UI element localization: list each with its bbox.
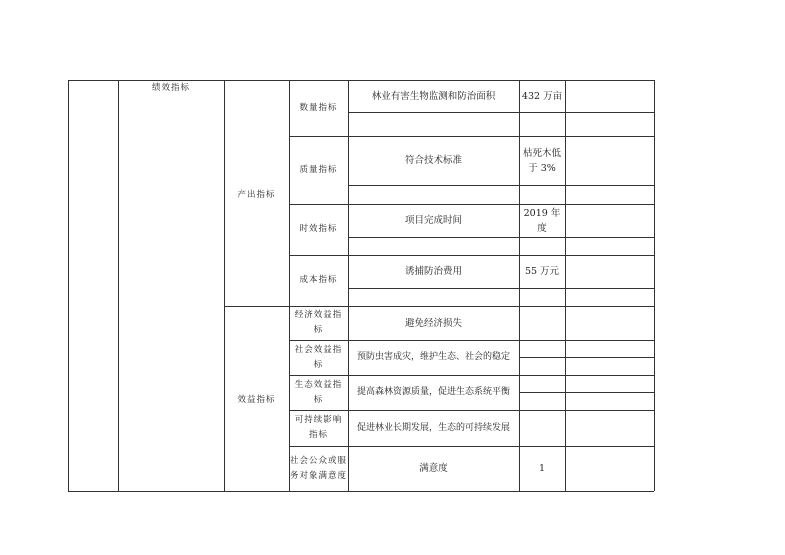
row-divider [348, 185, 654, 186]
value-timeliness: 2019 年度 [523, 207, 561, 234]
indicator-cost: 成本指标 [299, 275, 338, 285]
content-economic: 避免经济损失 [404, 317, 462, 329]
table-border-bottom [68, 491, 654, 492]
row-divider [519, 357, 654, 358]
indicator-ecological: 生态效益指标 [294, 379, 343, 405]
content-satisfaction: 满意度 [419, 463, 448, 474]
level2-label-benefit: 效益指标 [237, 394, 276, 405]
value-satisfaction: 1 [538, 463, 546, 474]
column-divider [118, 80, 119, 491]
value-sustainability [519, 410, 565, 446]
row-divider [519, 392, 654, 393]
value-economic [519, 306, 565, 340]
indicator-sustainability: 可持续影响指标 [294, 415, 343, 440]
value-quantity: 432 万亩 [521, 90, 563, 102]
content-quality: 符合技术标准 [404, 155, 462, 166]
content-social: 预防虫害成灾，维护生态、社会的稳定 [356, 352, 510, 362]
level2-label-output: 产出指标 [237, 189, 276, 200]
column-divider [565, 80, 566, 491]
content-ecological: 提高森林资源质量，促进生态系统平衡 [356, 387, 510, 397]
value-quality: 枯死木低于 3% [522, 147, 561, 174]
row-divider [348, 288, 654, 289]
indicator-social: 社会效益指标 [294, 344, 343, 370]
content-sustainability: 促进林业长期发展，生态的可持续发展 [356, 422, 510, 433]
content-quantity: 林业有害生物监测和防治面积 [371, 90, 496, 102]
value-social [519, 340, 565, 357]
column-divider [224, 80, 225, 491]
indicator-satisfaction: 社会公众或服务对象满意度 [290, 455, 348, 481]
row-divider [348, 112, 654, 113]
value-ecological [519, 375, 565, 392]
indicator-quantity: 数量指标 [299, 102, 338, 113]
indicator-quality: 质量指标 [299, 164, 338, 175]
table-border-left [68, 80, 69, 491]
row-divider [348, 237, 654, 238]
content-cost: 诱捕防治费用 [404, 266, 462, 277]
content-timeliness: 项目完成时间 [404, 215, 462, 226]
table-border-right [654, 80, 655, 491]
value-cost: 55 万元 [524, 266, 560, 277]
level1-label: 绩效指标 [151, 82, 190, 93]
indicator-economic: 经济效益指标 [294, 310, 343, 335]
indicator-timeliness: 时效指标 [299, 224, 338, 234]
